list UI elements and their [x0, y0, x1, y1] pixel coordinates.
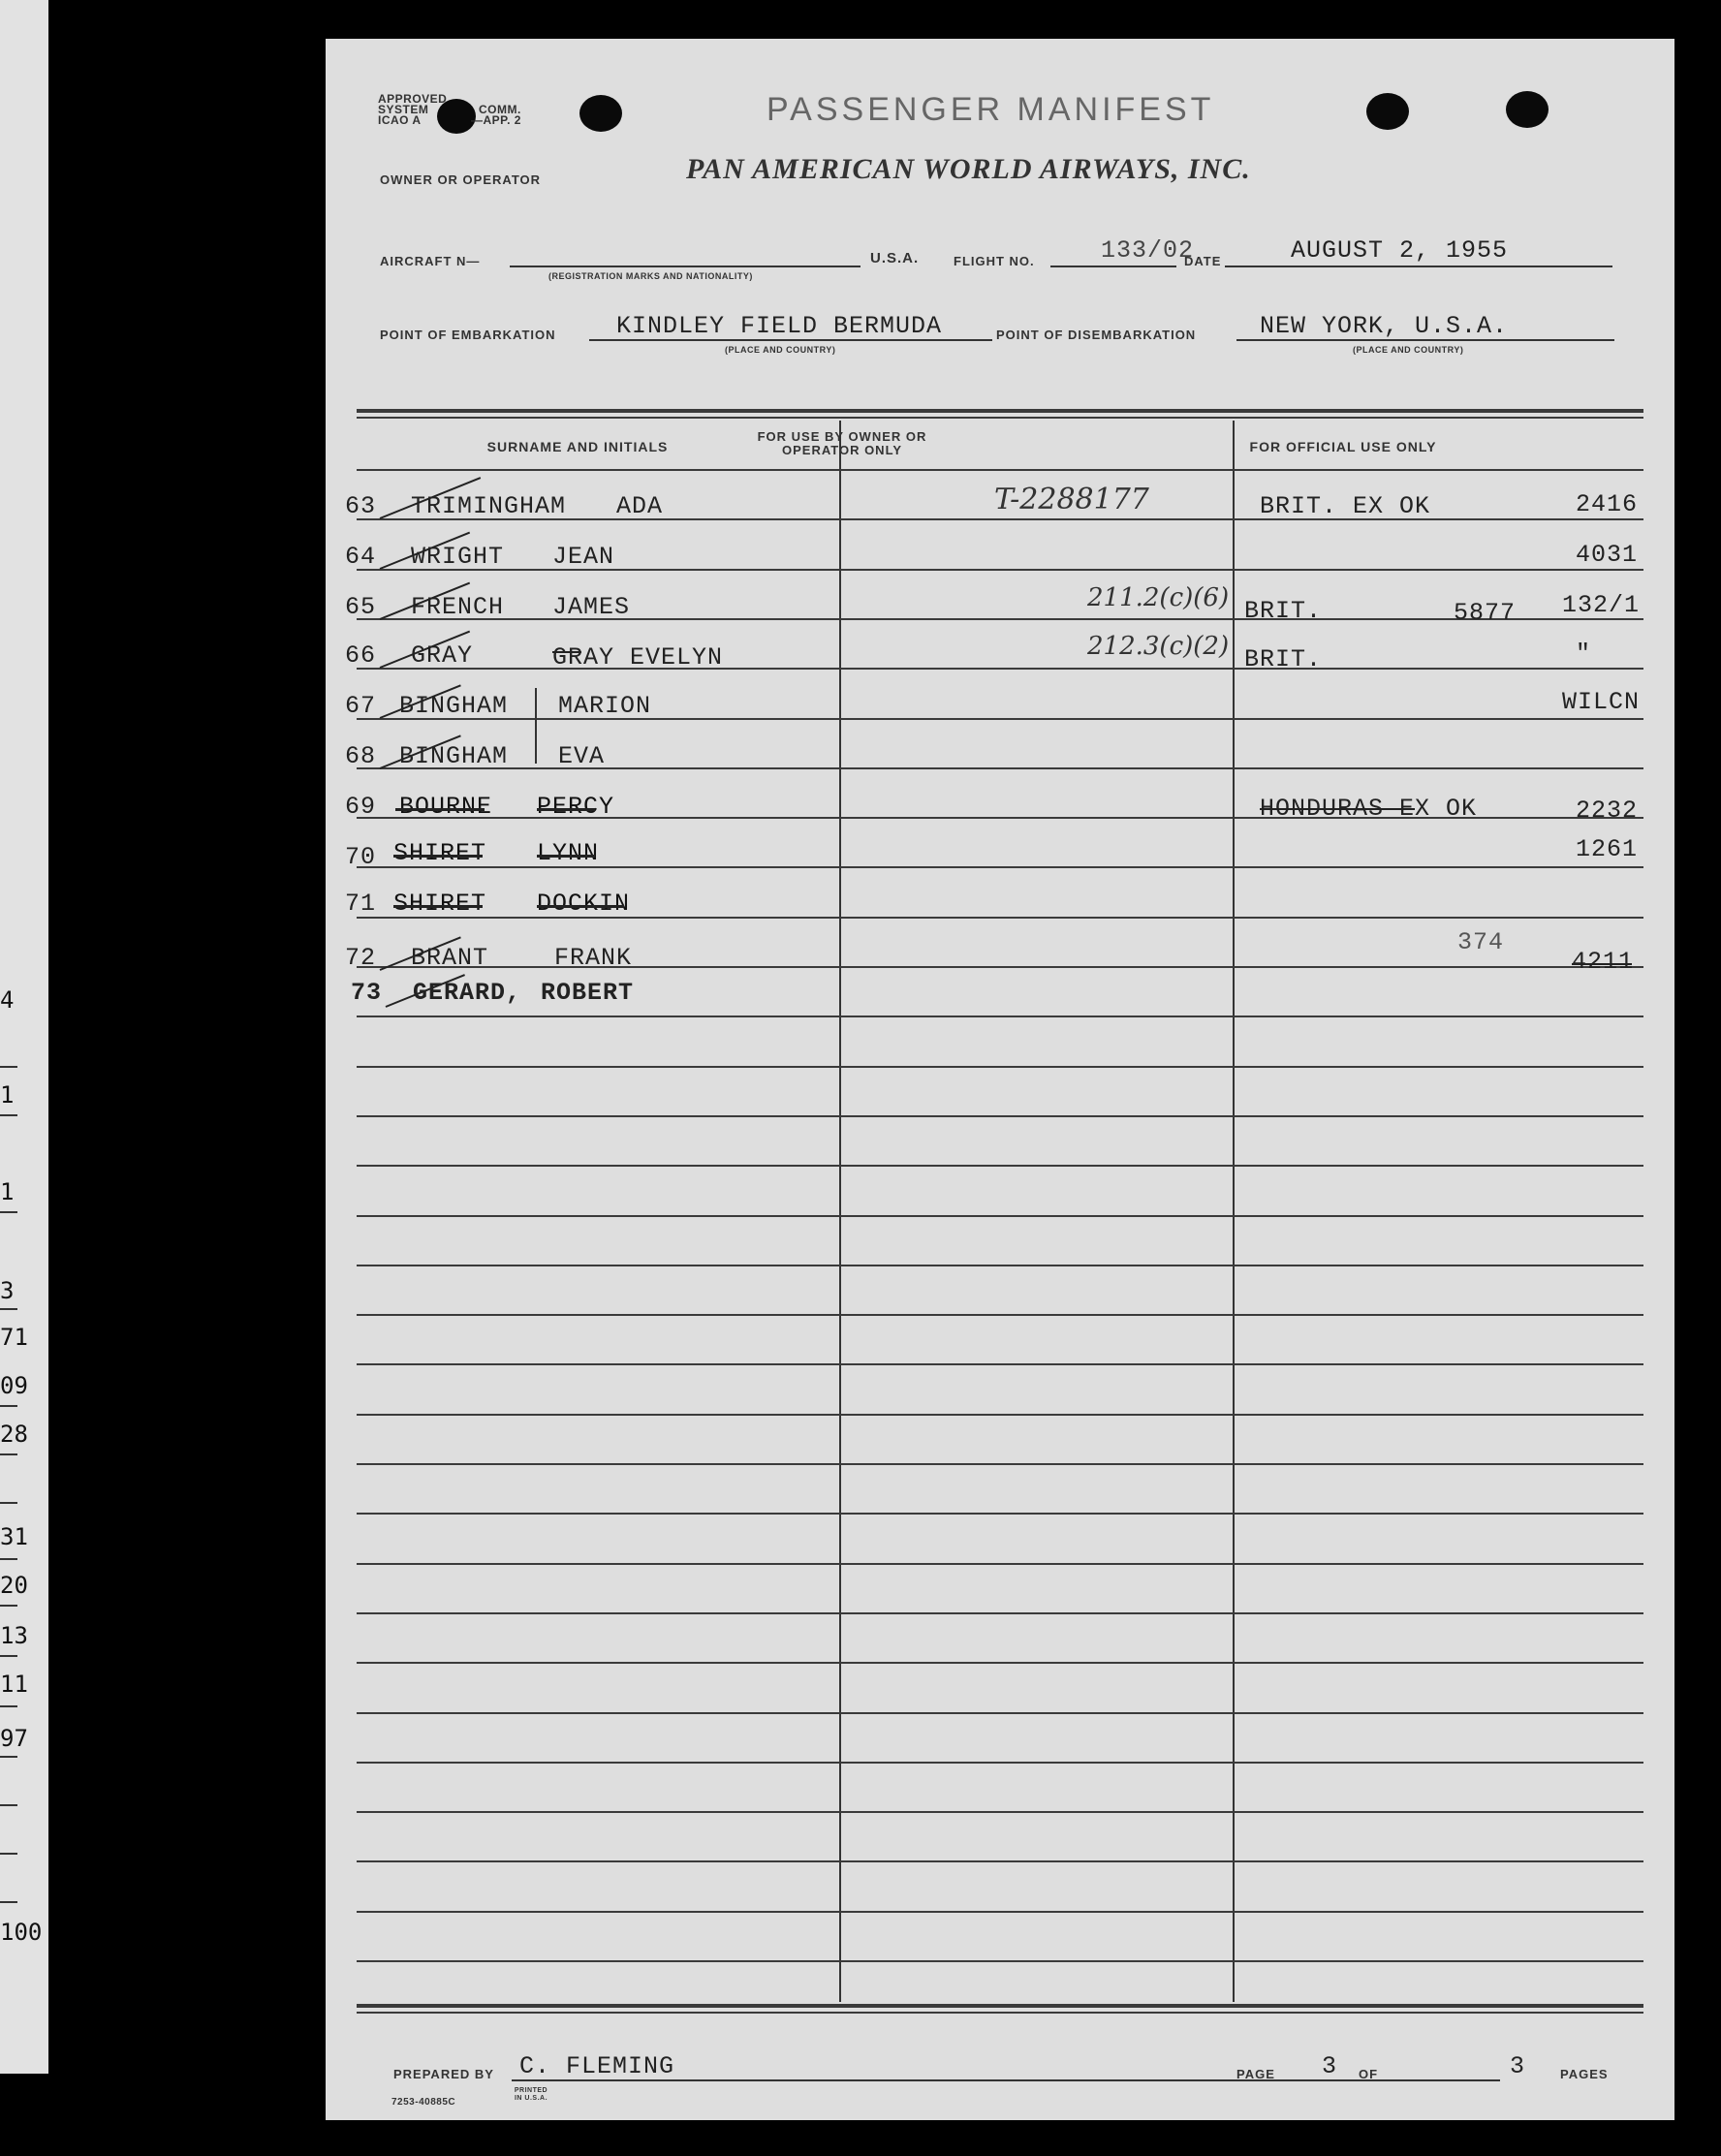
- embark-sub-label: (PLACE AND COUNTRY): [725, 345, 836, 355]
- date-label: DATE: [1184, 254, 1222, 268]
- row-rule: [357, 1712, 1643, 1714]
- row-rule: [357, 718, 1643, 720]
- row-rule: [357, 1066, 1643, 1068]
- row-rule: [357, 1860, 1643, 1862]
- row-number: 69: [345, 793, 377, 821]
- row-rule: [357, 1960, 1643, 1962]
- passenger-surname: BOURNE: [399, 793, 493, 821]
- margin-number: 1: [0, 1178, 15, 1205]
- passenger-surname: WRIGHT: [411, 543, 505, 571]
- official-entry: BRIT.: [1244, 645, 1323, 673]
- of-label: OF: [1359, 2067, 1379, 2081]
- official-code: 2232: [1576, 797, 1639, 825]
- margin-number: 3: [0, 1277, 15, 1304]
- row-rule: [357, 1165, 1643, 1167]
- owner-label: OWNER OR OPERATOR: [380, 172, 542, 187]
- passenger-surname: GERARD,: [413, 979, 522, 1007]
- passenger-given-name: MARION: [558, 692, 652, 720]
- row-rule: [357, 1215, 1643, 1217]
- row-rule: [357, 618, 1643, 620]
- aircraft-label: AIRCRAFT N—: [380, 254, 481, 268]
- passenger-given-name: ADA: [616, 492, 664, 520]
- margin-number: 97: [0, 1725, 28, 1752]
- row-number: 73: [351, 979, 383, 1007]
- official-extra: 374: [1457, 928, 1505, 956]
- row-rule: [357, 569, 1643, 571]
- flight-label: FLIGHT NO.: [954, 254, 1035, 268]
- row-rule: [357, 1612, 1643, 1614]
- official-code: WILCN: [1562, 688, 1641, 716]
- column-header-surname: SURNAME AND INITIALS: [486, 439, 669, 454]
- disembarkation-point: NEW YORK, U.S.A.: [1260, 312, 1509, 340]
- punch-hole: [579, 95, 622, 132]
- column-header-owner-use: FOR USE BY OWNER OR OPERATOR ONLY: [757, 429, 927, 457]
- passenger-given-name: ROBERT: [541, 979, 635, 1007]
- official-code: 2416: [1576, 490, 1639, 518]
- row-rule: [357, 1463, 1643, 1465]
- passenger-given-name: EVA: [558, 742, 606, 770]
- margin-number: 4: [0, 986, 15, 1014]
- row-rule: [357, 1115, 1643, 1117]
- owner-use-entry: T-2288177: [994, 483, 1149, 516]
- carrier-name: PAN AMERICAN WORLD AIRWAYS, INC.: [686, 153, 1251, 185]
- official-entry: HONDURAS EX OK: [1260, 795, 1478, 823]
- official-code: ": [1576, 640, 1592, 668]
- official-entry: BRIT. EX OK: [1260, 492, 1431, 520]
- official-entry: BRIT.: [1244, 597, 1323, 625]
- row-rule: [357, 1911, 1643, 1913]
- approval-line: —APP. 2: [471, 113, 521, 127]
- prepared-by: C. FLEMING: [519, 2052, 675, 2080]
- margin-number: 100: [0, 1919, 43, 1946]
- row-rule: [357, 1811, 1643, 1813]
- row-rule: [357, 469, 1643, 471]
- margin-number: 11: [0, 1671, 28, 1698]
- passenger-given-name: JAMES: [552, 593, 631, 621]
- row-number: 65: [345, 593, 377, 621]
- column-header-official-use: FOR OFFICIAL USE ONLY: [1249, 439, 1437, 454]
- official-code: 4031: [1576, 541, 1639, 569]
- row-number: 64: [345, 543, 377, 571]
- pages-label: PAGES: [1560, 2067, 1609, 2081]
- row-rule: [357, 1513, 1643, 1515]
- passenger-given-name: DOCKIN: [537, 890, 631, 918]
- passenger-given-name: FRANK: [554, 944, 633, 972]
- row-number: 71: [345, 890, 377, 918]
- row-rule: [357, 668, 1643, 670]
- document-title: PASSENGER MANIFEST: [767, 91, 1215, 128]
- row-rule: [357, 966, 1643, 968]
- page-number: 3: [1322, 2052, 1338, 2080]
- margin-number: 28: [0, 1421, 28, 1448]
- row-rule: [357, 1762, 1643, 1764]
- flight-date: AUGUST 2, 1955: [1291, 236, 1509, 265]
- embark-label: POINT OF EMBARKATION: [380, 328, 556, 342]
- row-rule: [357, 1363, 1643, 1365]
- printed-in-label: PRINTED IN U.S.A.: [514, 2087, 548, 2102]
- approval-line: ICAO A: [378, 113, 422, 127]
- margin-number: 20: [0, 1572, 28, 1599]
- prepared-label: PREPARED BY: [393, 2067, 494, 2081]
- approval-line: COMM.: [479, 103, 521, 116]
- owner-use-entry: 211.2(c)(6): [1087, 583, 1230, 612]
- owner-use-entry: 212.3(c)(2): [1087, 632, 1230, 661]
- passenger-surname: SHIRET: [393, 839, 487, 867]
- approval-line: SYSTEM: [378, 103, 429, 116]
- passenger-surname: BINGHAM: [399, 692, 509, 720]
- punch-hole: [1366, 93, 1409, 130]
- passenger-given-name: GRAY EVELYN: [552, 643, 724, 672]
- disembark-sub-label: (PLACE AND COUNTRY): [1353, 345, 1464, 355]
- row-number: 63: [345, 492, 377, 520]
- row-rule: [357, 1265, 1643, 1266]
- margin-number: 13: [0, 1622, 28, 1649]
- passenger-surname: BINGHAM: [399, 742, 509, 770]
- passenger-given-name: LYNN: [537, 839, 600, 867]
- passenger-given-name: PERCY: [537, 793, 615, 821]
- disembark-label: POINT OF DISEMBARKATION: [996, 328, 1197, 342]
- adjacent-page-strip: [0, 0, 48, 2074]
- passenger-surname: BRANT: [411, 944, 489, 972]
- punch-hole: [1506, 91, 1549, 128]
- passenger-given-name: JEAN: [552, 543, 615, 571]
- usa-label: U.S.A.: [870, 250, 920, 266]
- row-rule: [357, 1662, 1643, 1664]
- passenger-surname: GRAY: [411, 641, 474, 670]
- page-label: PAGE: [1236, 2067, 1275, 2081]
- row-rule: [357, 767, 1643, 769]
- official-extra: 5877: [1454, 599, 1517, 627]
- registration-label: (REGISTRATION MARKS AND NATIONALITY): [548, 271, 753, 281]
- row-number: 72: [345, 944, 377, 972]
- row-number: 67: [345, 692, 377, 720]
- total-pages: 3: [1510, 2052, 1526, 2080]
- official-code: 132/1: [1562, 591, 1641, 619]
- approval-line: APPROVED: [378, 92, 448, 106]
- margin-number: 71: [0, 1324, 28, 1351]
- official-code: 1261: [1576, 835, 1639, 863]
- row-rule: [357, 1016, 1643, 1017]
- row-number: 66: [345, 641, 377, 670]
- official-code: 4211: [1572, 948, 1635, 976]
- margin-number: 31: [0, 1523, 28, 1550]
- passenger-surname: TRIMINGHAM: [411, 492, 567, 520]
- margin-number: 09: [0, 1372, 28, 1399]
- embarkation-point: KINDLEY FIELD BERMUDA: [616, 312, 943, 340]
- row-number: 68: [345, 742, 377, 770]
- margin-number: 1: [0, 1081, 15, 1109]
- row-rule: [357, 1314, 1643, 1316]
- row-rule: [357, 1414, 1643, 1416]
- passenger-surname: SHIRET: [393, 890, 487, 918]
- flight-number: 133/02: [1101, 236, 1195, 265]
- row-rule: [357, 1563, 1643, 1565]
- row-number: 70: [345, 843, 377, 871]
- manifest-sheet: [326, 39, 1674, 2120]
- form-number: 7253-40885C: [391, 2097, 456, 2108]
- passenger-surname: FRENCH: [411, 593, 505, 621]
